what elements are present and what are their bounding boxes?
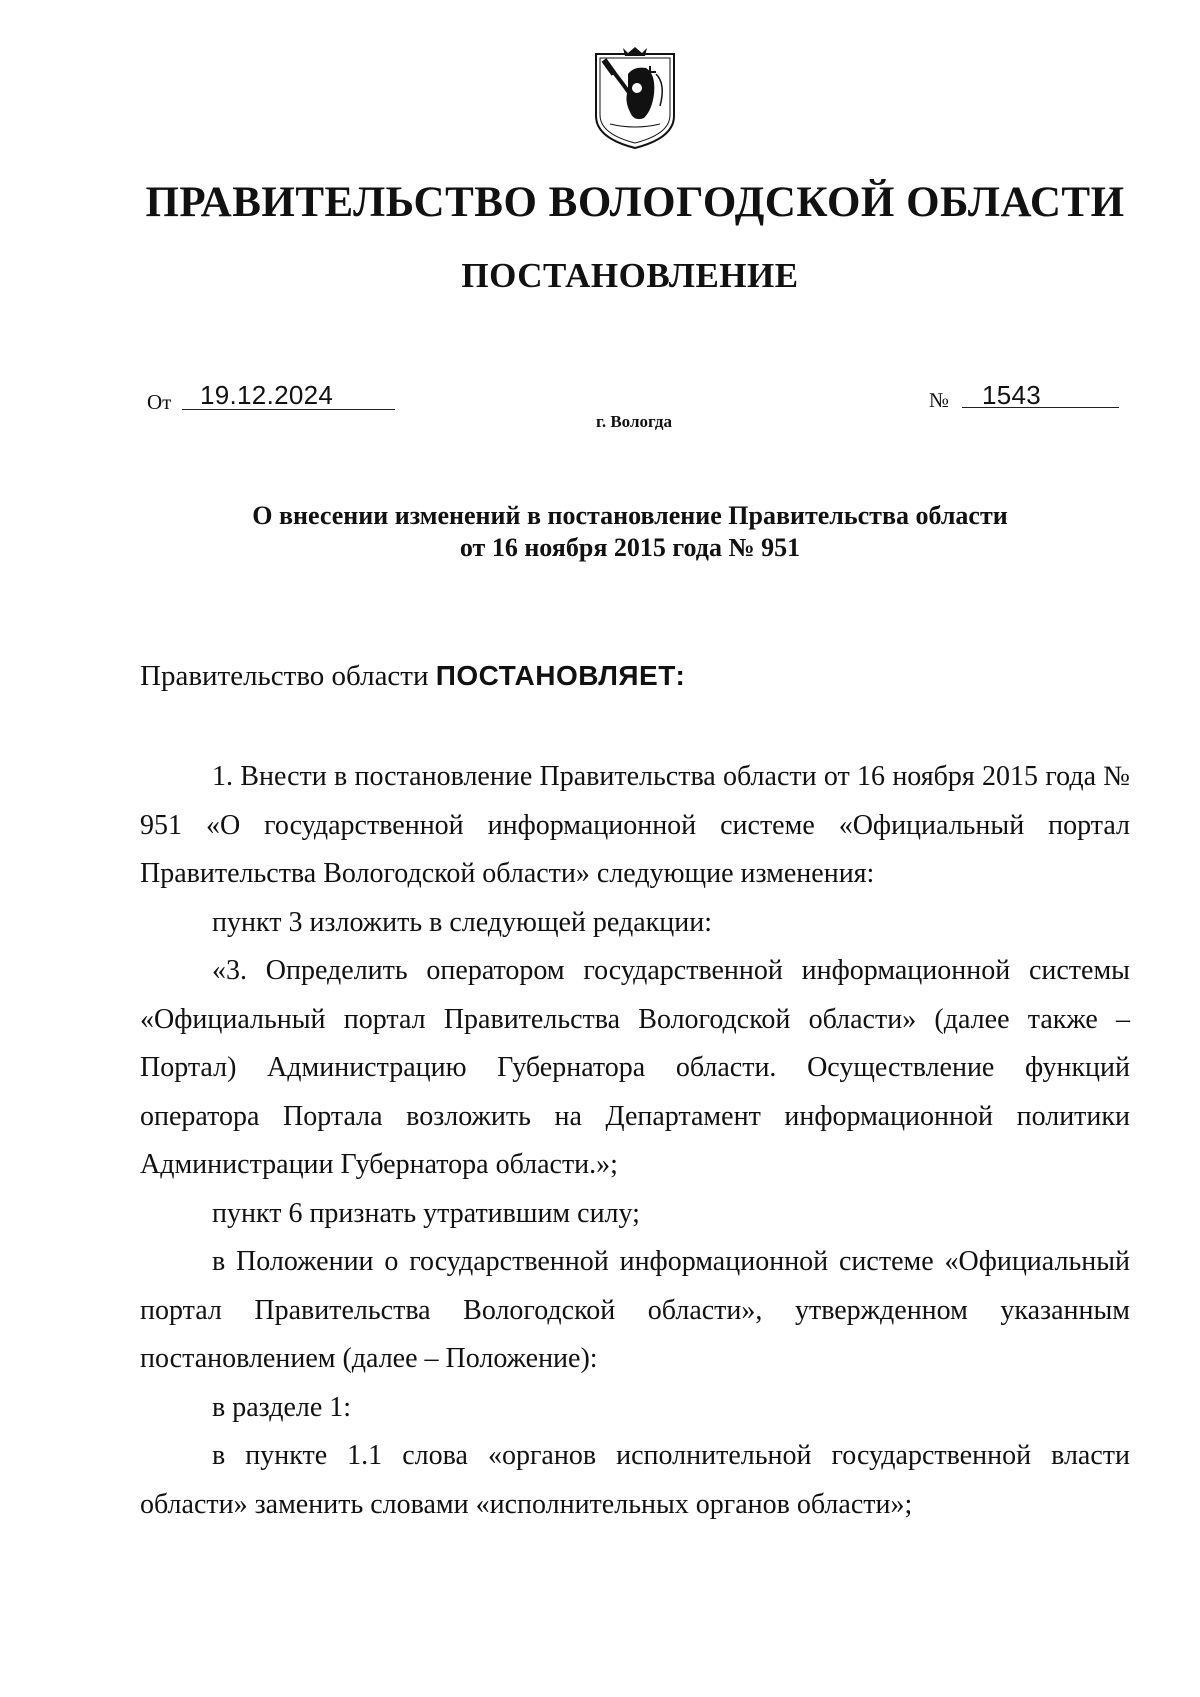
- paragraph: в пункте 1.1 слова «органов исполнительной государственной власти области» заменить словами «исполнительных органов области»;: [140, 1440, 1130, 1520]
- document-body: [140, 753, 1130, 1529]
- paragraph: в Положении о государственной информационной системе «Официальный портал Правительства Вологодской области», утвержденном указанным постановлением (далее – Положение):: [140, 1246, 1130, 1374]
- decree-line: [140, 660, 685, 693]
- document-type: ПОСТАНОВЛЕНИЕ: [461, 256, 799, 295]
- paragraph: 1. Внести в постановление Правительства области от 16 ноября 2015 года № 951 «О государственной информационной системе «Официальный портал Правительства Вологодской области» следующие изменения:: [140, 761, 1130, 889]
- number-label: №: [929, 388, 950, 412]
- paragraph: пункт 6 признать утратившим силу;: [212, 1197, 640, 1229]
- document-date: 19.12.2024: [200, 380, 334, 410]
- paragraph: «3. Определить оператором государственной информационной системы «Официальный портал Правительства Вологодской области» (далее также – Портал) Администрацию Губернатора области. Осуществление функций оператора Портала возложить на Департамент информационной политики Администрации Губернатора области.»;: [140, 955, 1130, 1180]
- date-label: От: [147, 390, 172, 414]
- document-number: 1543: [982, 380, 1042, 410]
- decree-prefix: Правительство области: [140, 660, 436, 692]
- vologda-coat-of-arms-icon: [590, 44, 680, 152]
- subject-line-1: О внесении изменений в постановление Правительства области: [252, 501, 1008, 530]
- subject-line-2: от 16 ноября 2015 года № 951: [459, 533, 801, 562]
- decree-verb: ПОСТАНОВЛЯЕТ:: [435, 660, 686, 691]
- city: г. Вологда: [596, 412, 672, 431]
- paragraph: в разделе 1:: [212, 1391, 352, 1423]
- document-subject: [140, 500, 1120, 564]
- paragraph: пункт 3 изложить в следующей редакции:: [212, 906, 712, 938]
- government-title: ПРАВИТЕЛЬСТВО ВОЛОГОДСКОЙ ОБЛАСТИ: [145, 179, 1125, 226]
